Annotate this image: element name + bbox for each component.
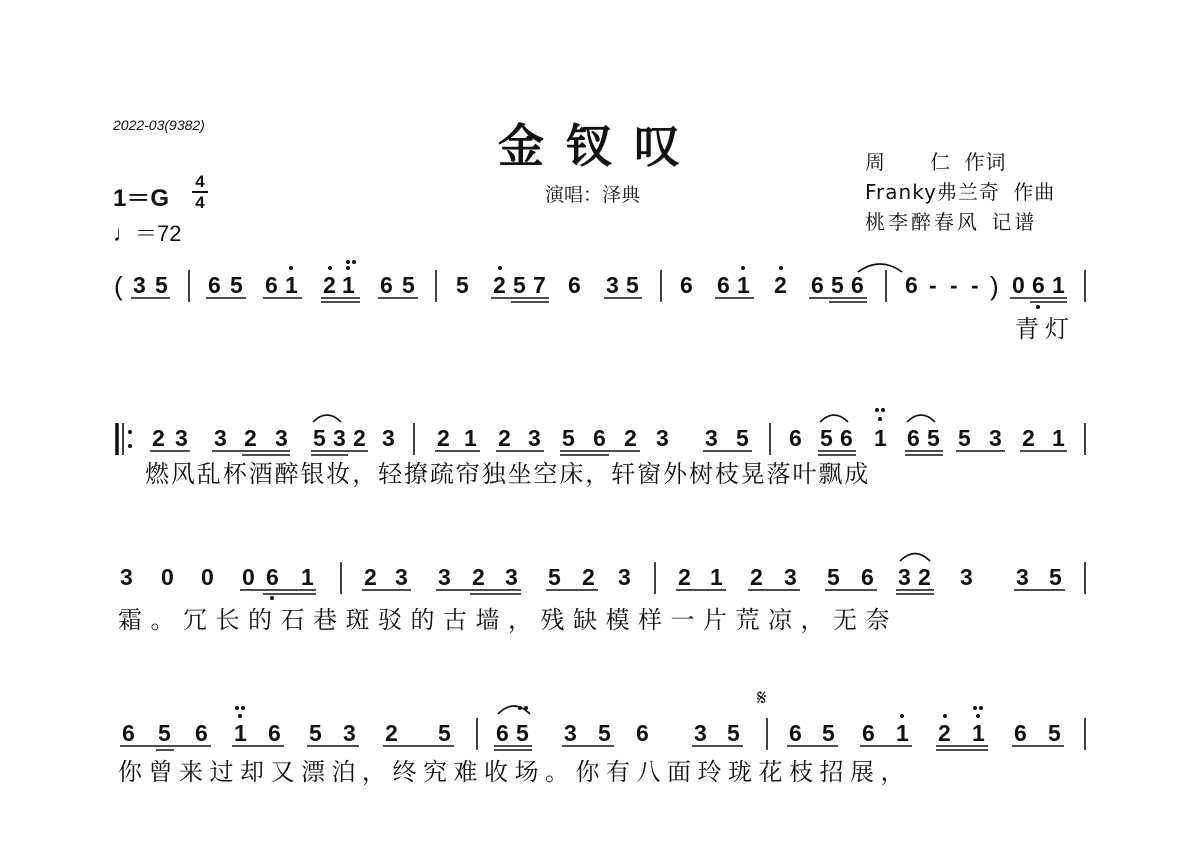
svg-text:5: 5 [230, 272, 243, 298]
svg-text:6: 6 [268, 720, 281, 746]
svg-text:1: 1 [342, 272, 355, 298]
svg-text:2: 2 [582, 564, 595, 590]
svg-text:(: ( [114, 271, 123, 301]
svg-text:3: 3 [333, 425, 346, 451]
svg-text:6: 6 [568, 272, 581, 298]
svg-text:3: 3 [395, 564, 408, 590]
svg-text:5: 5 [516, 720, 529, 746]
svg-text:6: 6 [789, 425, 802, 451]
svg-text:2: 2 [323, 272, 336, 298]
svg-text:5: 5 [820, 425, 833, 451]
svg-text:5: 5 [513, 272, 526, 298]
svg-text:-: - [950, 272, 958, 298]
svg-text:5: 5 [958, 425, 971, 451]
svg-text:2: 2 [385, 720, 398, 746]
svg-text:5: 5 [927, 425, 940, 451]
svg-text:3: 3 [133, 272, 146, 298]
time-signature-top: 4 [195, 172, 205, 191]
svg-text:2: 2 [353, 425, 366, 451]
svg-text:5: 5 [1048, 720, 1061, 746]
svg-text:1: 1 [234, 720, 247, 746]
svg-text:1: 1 [1052, 272, 1065, 298]
svg-text:3: 3 [656, 425, 669, 451]
lyrics-line-4: 你曾来过却又漂泊，终究难收场。你有八面玲珑花枝招展， [118, 758, 911, 786]
svg-text:6: 6 [717, 272, 730, 298]
svg-text:5: 5 [438, 720, 451, 746]
svg-text:3: 3 [960, 564, 973, 590]
svg-text:3: 3 [898, 564, 911, 590]
svg-text:5: 5 [831, 272, 844, 298]
svg-text:1: 1 [301, 564, 314, 590]
svg-text:2: 2 [938, 720, 951, 746]
svg-text:3: 3 [705, 425, 718, 451]
svg-text:5: 5 [313, 425, 326, 451]
tempo-value: ＝72 [135, 221, 182, 246]
svg-text:5: 5 [562, 425, 575, 451]
score-code: 2022-03(9382) [113, 117, 205, 133]
svg-text:3: 3 [784, 564, 797, 590]
svg-text:6: 6 [1014, 720, 1027, 746]
svg-text:6: 6 [1032, 272, 1045, 298]
key-signature: 1＝G [113, 185, 170, 212]
svg-text:2: 2 [1022, 425, 1035, 451]
svg-text:3: 3 [989, 425, 1002, 451]
svg-text:1: 1 [1052, 425, 1065, 451]
svg-text:6: 6 [862, 720, 875, 746]
svg-text:): ) [990, 271, 999, 301]
svg-text:0: 0 [242, 564, 255, 590]
svg-text:1: 1 [896, 720, 909, 746]
svg-text:6: 6 [265, 272, 278, 298]
svg-text:6: 6 [593, 425, 606, 451]
segno-icon: 𝄋 [757, 686, 767, 711]
svg-text:6: 6 [380, 272, 393, 298]
svg-text:3: 3 [618, 564, 631, 590]
svg-text:3: 3 [564, 720, 577, 746]
svg-text:1: 1 [285, 272, 298, 298]
svg-text:2: 2 [437, 425, 450, 451]
svg-text:0: 0 [161, 564, 174, 590]
svg-text:6: 6 [851, 272, 864, 298]
svg-text:7: 7 [533, 272, 546, 298]
singer-credit: 演唱：泽典 [545, 184, 641, 206]
svg-text:5: 5 [456, 272, 469, 298]
svg-text:2: 2 [774, 272, 787, 298]
svg-text:5: 5 [822, 720, 835, 746]
svg-text:6: 6 [907, 425, 920, 451]
svg-text:0: 0 [1012, 272, 1025, 298]
svg-text:6: 6 [811, 272, 824, 298]
composer-role: 作曲 [1013, 180, 1056, 204]
svg-text:6: 6 [905, 272, 918, 298]
time-signature-bottom: 4 [195, 193, 205, 212]
svg-text:3: 3 [505, 564, 518, 590]
svg-text:2: 2 [152, 425, 165, 451]
svg-text:3: 3 [438, 564, 451, 590]
svg-text:6: 6 [680, 272, 693, 298]
svg-text:6: 6 [208, 272, 221, 298]
svg-text:5: 5 [158, 720, 171, 746]
svg-text:5: 5 [598, 720, 611, 746]
svg-text:6: 6 [861, 564, 874, 590]
svg-text:2: 2 [678, 564, 691, 590]
score-line-2 [117, 408, 1085, 488]
svg-text:6: 6 [636, 720, 649, 746]
svg-text:-: - [971, 272, 979, 298]
svg-text:5: 5 [548, 564, 561, 590]
score-line-4 [118, 686, 1085, 786]
score-line-3 [118, 554, 1085, 635]
svg-text:3: 3 [343, 720, 356, 746]
svg-text:3: 3 [214, 425, 227, 451]
svg-text:2: 2 [244, 425, 257, 451]
svg-text:5: 5 [309, 720, 322, 746]
svg-text:1: 1 [737, 272, 750, 298]
quarter-note-icon: ♩ [113, 221, 135, 246]
svg-text:5: 5 [827, 564, 840, 590]
svg-text:3: 3 [606, 272, 619, 298]
svg-text:6: 6 [789, 720, 802, 746]
svg-text:3: 3 [382, 425, 395, 451]
svg-text:2: 2 [918, 564, 931, 590]
svg-text:3: 3 [175, 425, 188, 451]
svg-text:5: 5 [155, 272, 168, 298]
score-line-1 [114, 260, 1085, 343]
transcriber-name: 桃李醉春风 [865, 210, 980, 234]
svg-text:5: 5 [1049, 564, 1062, 590]
svg-text:2: 2 [364, 564, 377, 590]
svg-text:2: 2 [750, 564, 763, 590]
svg-text:6: 6 [266, 564, 279, 590]
lyrics-line-1: 青灯 [1015, 315, 1075, 343]
svg-text:5: 5 [727, 720, 740, 746]
svg-text:5: 5 [402, 272, 415, 298]
svg-text:3: 3 [275, 425, 288, 451]
svg-text:2: 2 [498, 425, 511, 451]
svg-text:2: 2 [624, 425, 637, 451]
svg-text:3: 3 [120, 564, 133, 590]
svg-text:3: 3 [1016, 564, 1029, 590]
lyricist-name: 周 仁 [865, 150, 952, 174]
svg-text:6: 6 [122, 720, 135, 746]
svg-text:3: 3 [528, 425, 541, 451]
svg-text:1: 1 [972, 720, 985, 746]
svg-text:5: 5 [626, 272, 639, 298]
composer-name: Franky弗兰奇 [865, 180, 1000, 204]
svg-text:-: - [929, 272, 937, 298]
transcriber-role: 记谱 [991, 210, 1038, 234]
lyrics-line-3: 霜。冗长的石巷斑驳的古墙，残缺模样一片荒凉，无奈 [118, 606, 898, 634]
svg-text:1: 1 [464, 425, 477, 451]
lyrics-line-2: 燃风乱杯酒醉银妆，轻撩疏帘独坐空床，轩窗外树枝晃落叶飘成 [145, 460, 871, 488]
svg-text:1: 1 [710, 564, 723, 590]
svg-text:6: 6 [840, 425, 853, 451]
svg-text:3: 3 [694, 720, 707, 746]
svg-text:1: 1 [874, 425, 887, 451]
svg-text:0: 0 [201, 564, 214, 590]
svg-text:2: 2 [493, 272, 506, 298]
svg-text:5: 5 [736, 425, 749, 451]
song-title: 金钗叹 [498, 119, 702, 173]
svg-text:6: 6 [195, 720, 208, 746]
svg-text:2: 2 [472, 564, 485, 590]
lyricist-role: 作词 [964, 150, 1007, 174]
svg-text:6: 6 [496, 720, 509, 746]
